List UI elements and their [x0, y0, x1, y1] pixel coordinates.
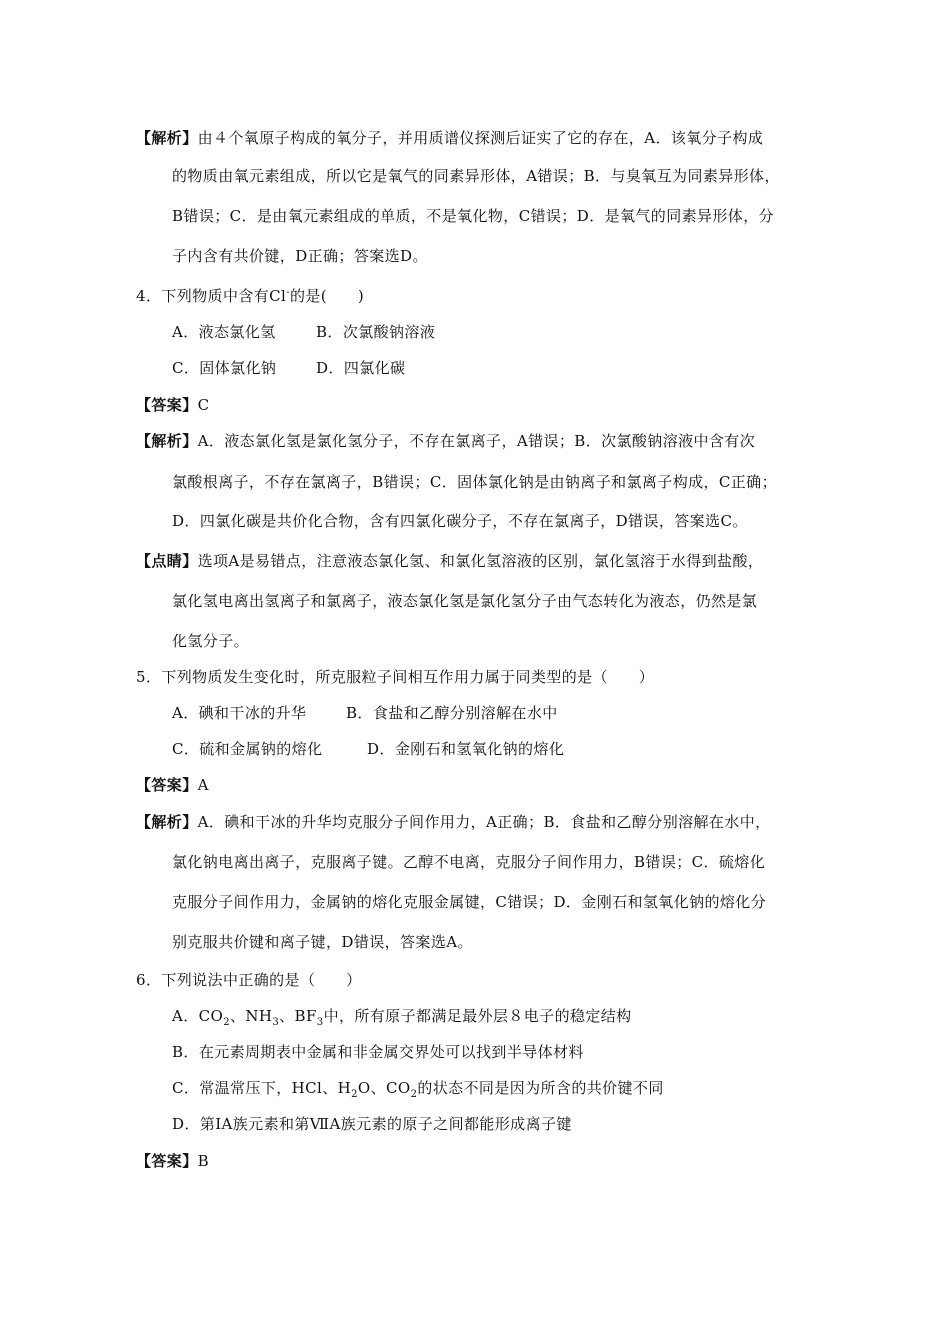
answer-line [136, 775, 209, 795]
stem-text: 4．下列物质中含有Cl [136, 287, 287, 305]
subscript: 2 [410, 1089, 418, 1100]
answer-tag: 【答案】 [136, 396, 198, 414]
option-b: B．食盐和乙醇分别溶解在水中 [346, 704, 558, 722]
option-d: D．金刚石和氢氧化钠的熔化 [367, 740, 565, 758]
analysis-text: 由４个氧原子构成的氧分子，并用质谱仪探测后证实了它的存在，A．该氧分子构成 [197, 129, 764, 147]
analysis-line: 子内含有共价键，D正确；答案选D。 [172, 247, 428, 265]
option-d: D．四氯化碳 [316, 359, 406, 377]
answer-value: A [197, 776, 209, 794]
subscript: 2 [351, 1089, 358, 1100]
option-b: B．在元素周期表中金属和非金属交界处可以找到半导体材料 [172, 1043, 584, 1061]
analysis-text: A．碘和干冰的升华均克服分子间作用力，A正确；B．食盐和乙醇分别溶解在水中， [197, 813, 771, 831]
analysis-line: 克服分子间作用力，金属钠的熔化克服金属键，C错误；D．金刚石和氢氧化钠的熔化分 [172, 893, 767, 911]
option-text: 、NH [229, 1007, 273, 1025]
option-text: A．CO [172, 1007, 224, 1025]
answer-tag: 【答案】 [136, 1152, 198, 1170]
option-a: A．碘和干冰的升华 [172, 704, 307, 722]
analysis-line: B错误；C．是由氧元素组成的单质，不是氧化物，C错误；D．是氧气的同素异形体，分 [172, 207, 775, 225]
analysis-line [136, 431, 755, 451]
answer-line [136, 395, 210, 415]
analysis-line [136, 812, 771, 832]
subscript: 3 [316, 1017, 324, 1028]
option-b: B．次氯酸钠溶液 [316, 323, 436, 341]
superscript: - [286, 287, 290, 298]
option-a [172, 1006, 632, 1026]
analysis-line: 的物质由氧元素组成，所以它是氧气的同素异形体，A错误；B．与臭氧互为同素异形体， [172, 167, 780, 185]
analysis-line [136, 128, 763, 148]
tip-text: 选项A是易错点，注意液态氯化氢、和氯化氢溶液的区别，氯化氢溶于水得到盐酸， [197, 552, 764, 570]
analysis-line: 氯化钠电离出离子，克服离子键。乙醇不电离，克服分子间作用力，B错误；C．硫熔化 [172, 853, 766, 871]
answer-line [136, 1151, 209, 1171]
option-text: 的状态不同是因为所含的共价键不同 [417, 1079, 664, 1097]
tip-line: 化氢分子。 [172, 632, 250, 650]
subscript: 3 [272, 1017, 280, 1028]
analysis-tag: 【解析】 [136, 813, 198, 831]
tip-line: 氯化氢电离出氢离子和氯离子，液态氯化氢是氯化氢分子由气态转化为液态，仍然是氯 [172, 592, 758, 610]
answer-tag: 【答案】 [136, 776, 198, 794]
option-c: C．硫和金属钠的熔化 [172, 740, 323, 758]
option-c: C．固体氯化钠 [172, 359, 277, 377]
subscript: 2 [223, 1017, 230, 1028]
question-stem-6: 6．下列说法中正确的是（ ） [136, 971, 362, 989]
answer-value: C [197, 396, 210, 414]
question-stem-5: 5．下列物质发生变化时，所克服粒子间相互作用力属于同类型的是（ ） [136, 668, 655, 686]
option-text: O、CO [357, 1079, 411, 1097]
analysis-tag: 【解析】 [136, 432, 198, 450]
question-stem-4 [136, 286, 364, 306]
stem-text: 的是( ) [290, 287, 365, 305]
analysis-line: 别克服共价键和离子键，D错误，答案选A。 [172, 933, 473, 951]
option-text: 、BF [279, 1007, 317, 1025]
analysis-text: A．液态氯化氢是氯化氢分子，不存在氯离子，A错误；B．次氯酸钠溶液中含有次 [197, 432, 756, 450]
option-c [172, 1078, 664, 1098]
option-d: D．第ⅠA族元素和第ⅦA族元素的原子之间都能形成离子键 [172, 1115, 572, 1133]
tip-tag: 【点睛】 [136, 552, 198, 570]
option-text: C．常温常压下，HCl、H [172, 1079, 352, 1097]
option-text: 中，所有原子都满足最外层８电子的稳定结构 [323, 1007, 632, 1025]
answer-value: B [197, 1152, 210, 1170]
option-a: A．液态氯化氢 [172, 323, 276, 341]
tip-line [136, 551, 763, 571]
analysis-line: 氯酸根离子，不存在氯离子，B错误；C．固体氯化钠是由钠离子和氯离子构成，C正确； [172, 473, 777, 491]
analysis-line: D．四氯化碳是共价化合物，含有四氯化碳分子，不存在氯离子，D错误，答案选C。 [172, 512, 748, 530]
analysis-tag: 【解析】 [136, 129, 198, 147]
